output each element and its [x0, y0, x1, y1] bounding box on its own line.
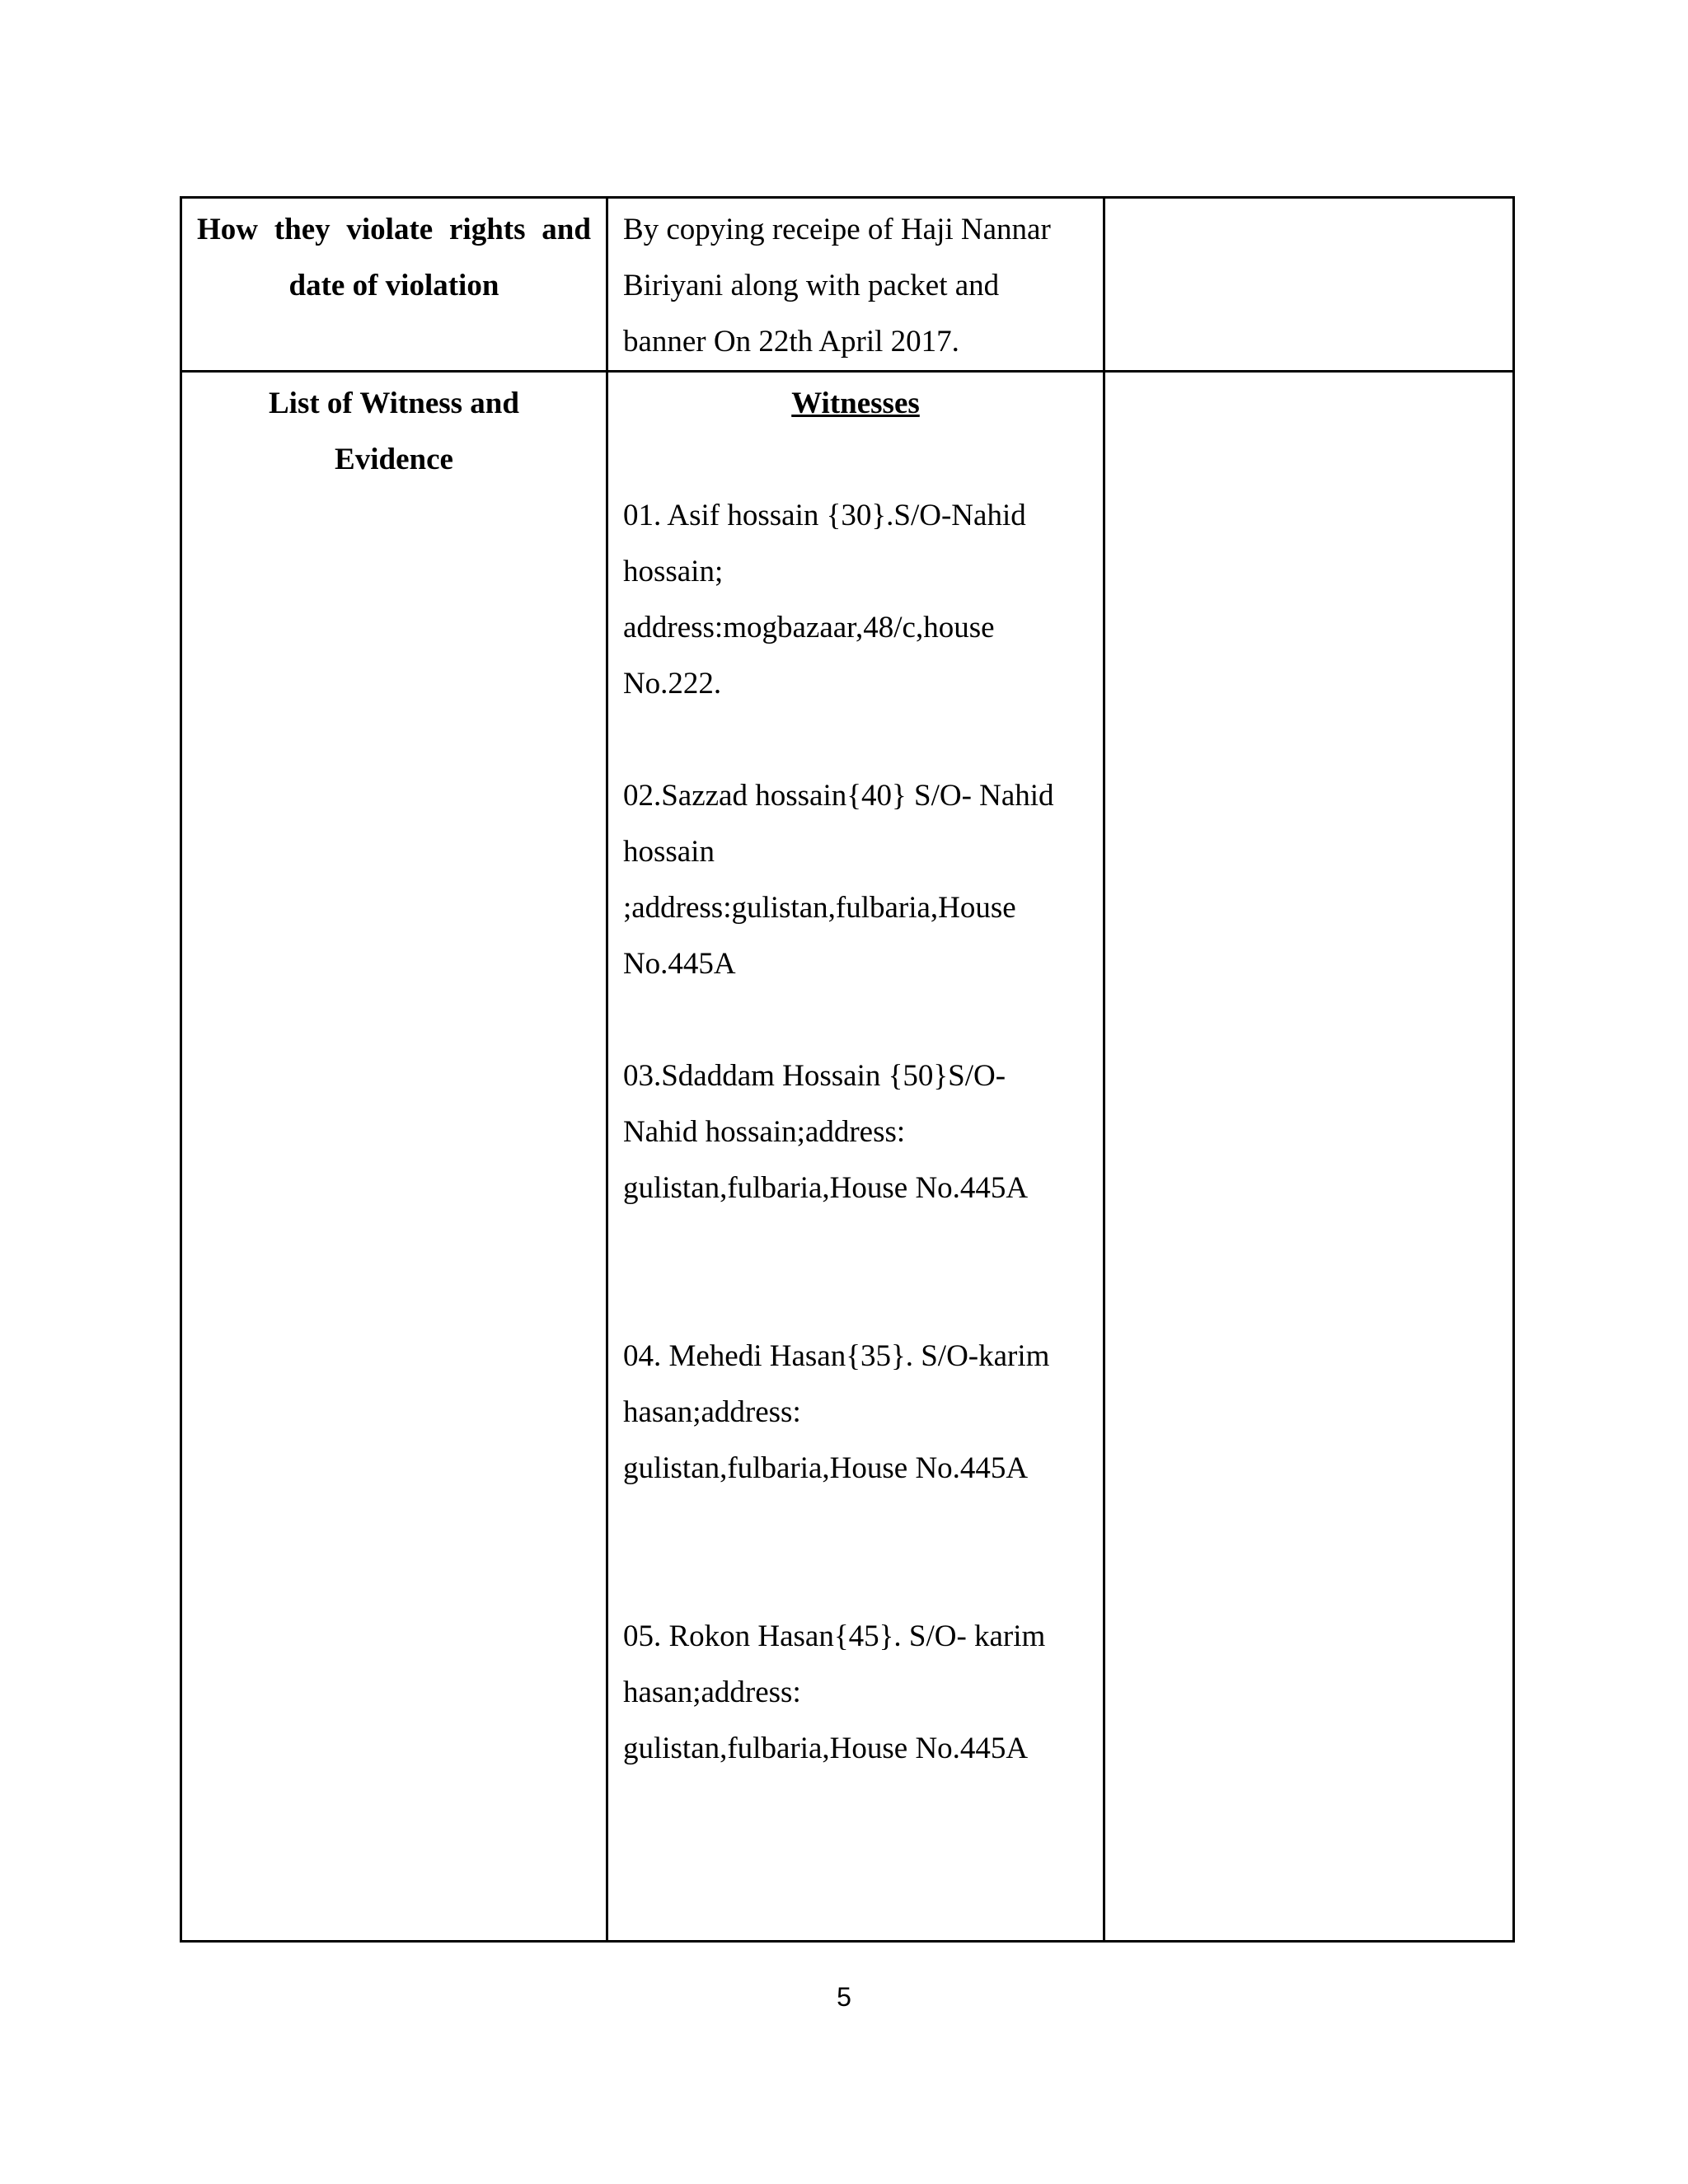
witness-5-line-2: hasan;address: [622, 1675, 801, 1709]
witness-1-line-3: address:mogbazaar,48/c,house [622, 611, 995, 644]
violation-label-line-1: How they violate rights and [197, 213, 591, 246]
violation-empty-cell [1104, 198, 1514, 372]
witness-label-cell [181, 372, 607, 1942]
witness-1-line-2: hossain; [622, 555, 724, 588]
witness-2-line-4: No.445A [622, 947, 736, 981]
witness-entry-4 [608, 1329, 1103, 1497]
witness-3-line-2: Nahid hossain;address: [622, 1115, 906, 1149]
table-row-witnesses [181, 372, 1514, 1942]
violation-value-cell [607, 198, 1104, 372]
witness-entry-1 [608, 488, 1103, 712]
witness-5-line-1: 05. Rokon Hasan{45}. S/O- karim [622, 1619, 1046, 1653]
witness-entry-3 [608, 1048, 1103, 1216]
witness-empty-cell [1104, 372, 1514, 1942]
violation-label-line-2: date of violation [288, 269, 499, 302]
witness-label [182, 376, 606, 488]
witness-4-line-2: hasan;address: [622, 1395, 801, 1429]
violation-value [608, 202, 1103, 370]
witness-2-line-2: hossain [622, 835, 715, 869]
witness-5-line-3: gulistan,fulbaria,House No.445A [622, 1732, 1029, 1765]
witness-label-line-2: Evidence [335, 443, 453, 476]
violation-label [182, 202, 606, 314]
witness-4-line-3: gulistan,fulbaria,House No.445A [622, 1451, 1029, 1485]
table-row-violation [181, 198, 1514, 372]
witness-3-line-1: 03.Sdaddam Hossain {50}S/O- [622, 1059, 1006, 1093]
witness-entry-5 [608, 1609, 1103, 1777]
violation-label-cell [181, 198, 607, 372]
witness-1-line-4: No.222. [622, 667, 722, 701]
witness-2-line-1: 02.Sazzad hossain{40} S/O- Nahid [622, 779, 1054, 813]
witness-1-line-1: 01. Asif hossain {30}.S/O-Nahid [622, 499, 1026, 532]
violation-value-line-3: banner On 22th April 2017. [622, 325, 959, 359]
violation-value-line-2: Biriyani along with packet and [622, 269, 1000, 302]
violation-value-line-1: By copying receipe of Haji Nannar [622, 213, 1051, 246]
witness-3-line-3: gulistan,fulbaria,House No.445A [622, 1171, 1029, 1205]
witness-2-line-3: ;address:gulistan,fulbaria,House [622, 891, 1016, 925]
witness-4-line-1: 04. Mehedi Hasan{35}. S/O-karim [622, 1339, 1050, 1373]
witnesses-heading: Witnesses [791, 387, 920, 420]
witness-label-line-1: List of Witness and [268, 387, 519, 420]
case-details-table [180, 196, 1515, 1943]
witness-entry-2 [608, 768, 1103, 992]
witness-list-cell [607, 372, 1104, 1942]
page-number: 5 [837, 1982, 851, 2012]
